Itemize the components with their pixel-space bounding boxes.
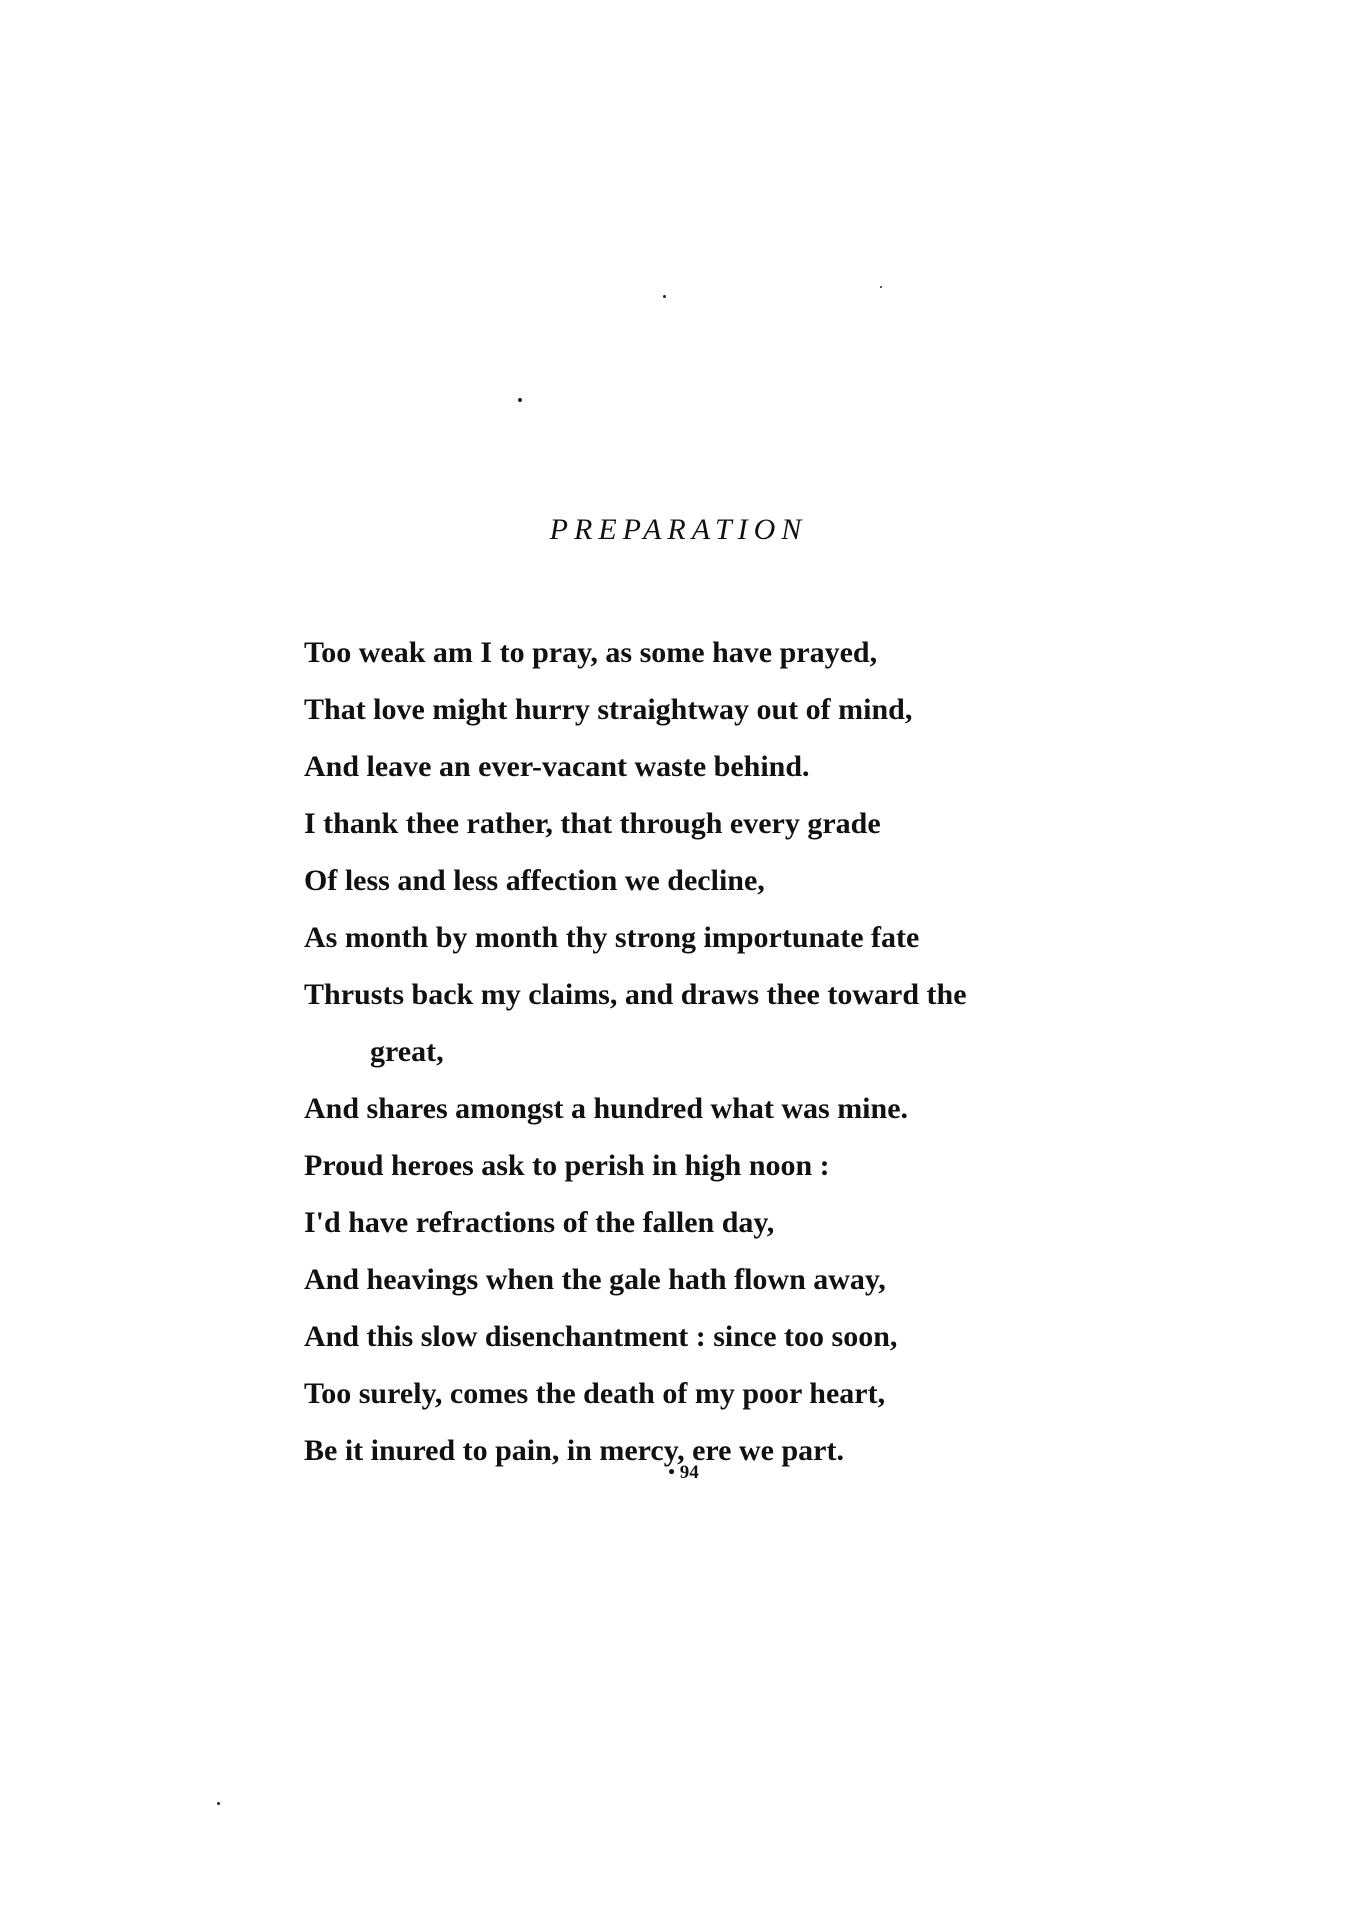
poem-line: Too weak am I to pray, as some have prayed, [304, 636, 878, 669]
poem-line: And this slow disenchantment : since too soon, [304, 1320, 898, 1353]
poem-line: As month by month thy strong importunate fate [304, 921, 920, 954]
poem-line: Thrusts back my claims, and draws thee toward the [304, 978, 967, 1011]
page-number: • 94 [668, 1462, 699, 1483]
poem-line: And heavings when the gale hath flown away, [304, 1263, 886, 1296]
poem-line: Proud heroes ask to perish in high noon : [304, 1149, 830, 1182]
page-speck [518, 398, 522, 402]
poem-line: Of less and less affection we decline, [304, 864, 765, 897]
poem-line: Too surely, comes the death of my poor heart, [304, 1377, 886, 1410]
poem-title: PREPARATION [549, 513, 808, 546]
poem-line: I'd have refractions of the fallen day, [304, 1206, 775, 1239]
poem-line: I thank thee rather, that through every grade [304, 807, 881, 840]
page-speck [663, 295, 666, 298]
page-speck [217, 1802, 220, 1805]
poem-line: That love might hurry straightway out of mind, [304, 693, 913, 726]
poem-line-turnover: great, [370, 1035, 444, 1068]
poem-body [304, 624, 1304, 1479]
poem-line: And shares amongst a hundred what was mine. [304, 1092, 909, 1125]
poem-line: And leave an ever-vacant waste behind. [304, 750, 810, 783]
page-speck [880, 286, 882, 288]
poem-line: Be it inured to pain, in mercy, ere we part. [304, 1434, 844, 1467]
